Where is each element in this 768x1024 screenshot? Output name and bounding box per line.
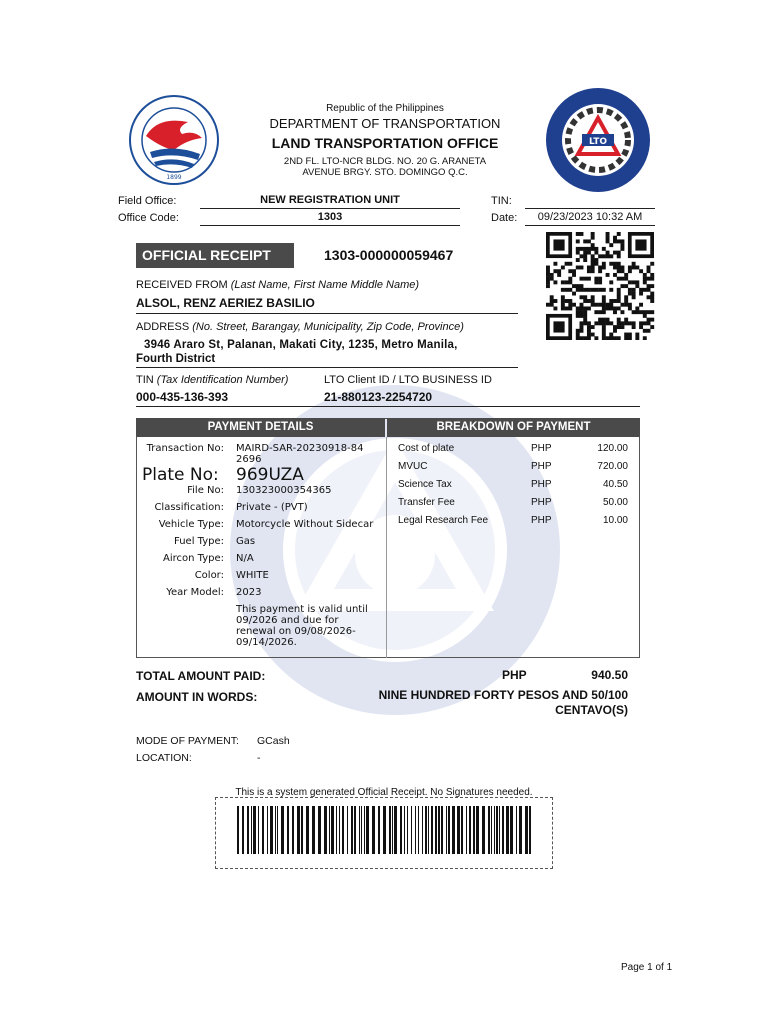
amount-in-words-label: AMOUNT IN WORDS: [136,690,258,704]
breakdown-item-name: Legal Research Fee [398,515,489,526]
breakdown-item-name: Transfer Fee [398,497,455,508]
breakdown-item-name: MVUC [398,461,428,472]
total-currency: PHP [502,668,527,682]
payment-details-content [136,440,386,655]
received-from-label [136,279,419,291]
office-code-underline [200,225,460,226]
dotr-seal-icon [128,94,220,186]
fuel-type-value: Gas [236,536,256,547]
amount-in-words-line2: CENTAVO(S) [555,703,628,717]
amount-in-words-line1: NINE HUNDRED FORTY PESOS AND 50/100 [378,688,628,702]
tin-hint: (Tax Identification Number) [156,374,289,386]
year-model-label: Year Model: [166,587,224,598]
address-label-text: ADDRESS [136,321,190,333]
plate-no-value: 969UZA [236,465,304,485]
file-no-label: File No: [187,485,224,496]
client-id-value: 21-880123-2254720 [324,390,433,404]
tin-underline [136,406,640,407]
republic-label: Republic of the Philippines [326,103,444,114]
page-label: Page [621,962,645,973]
dotr-seal-year: 1899 [166,174,182,181]
classification-label: Classification: [154,502,224,513]
department-label: DEPARTMENT OF TRANSPORTATION [269,116,501,131]
tin-value: 000-435-136-393 [136,390,229,404]
breakdown-item-name: Science Tax [398,479,452,490]
address-hint: (No. Street, Barangay, Municipality, Zip Code, Province) [192,321,464,333]
breakdown-row [398,479,628,495]
color-label: Color: [194,570,224,581]
office-address-line2: AVENUE BRGY. STO. DOMINGO Q.C. [302,167,468,178]
page-indicator [621,962,672,973]
office-address-line1: 2ND FL. LTO-NCR BLDG. NO. 20 G. ARANETA [283,156,487,167]
barcode-icon [235,806,535,854]
date-underline [525,225,655,226]
date-label: Date: [491,212,518,224]
breakdown-item-currency: PHP [531,479,552,490]
classification-value: Private - (PVT) [236,502,308,513]
address-label [136,321,464,333]
breakdown-item-currency: PHP [531,461,552,472]
plate-no-label: Plate No: [142,465,219,485]
address-underline [136,367,518,368]
breakdown-item-currency: PHP [531,515,552,526]
color-value: WHITE [236,570,269,581]
vehicle-type-label: Vehicle Type: [158,519,224,530]
tin-header-underline [525,208,655,209]
fuel-type-label: Fuel Type: [174,536,224,547]
tin-label-text: TIN [136,374,154,386]
breakdown-item-amount: 720.00 [597,461,628,472]
breakdown-item-currency: PHP [531,497,552,508]
year-model-value: 2023 [236,587,262,598]
lto-seal-icon [544,86,652,194]
mode-of-payment-value: GCash [257,735,290,747]
office-code-value: 1303 [317,211,343,223]
page-current: 1 [647,962,653,973]
breakdown-item-amount: 120.00 [597,443,628,454]
field-office-label: Field Office: [118,195,177,207]
field-office-value: NEW REGISTRATION UNIT [260,194,400,206]
office-title: LAND TRANSPORTATION OFFICE [271,135,499,151]
received-from-label-text: RECEIVED FROM [136,279,228,291]
payor-underline [136,313,518,314]
official-receipt-title: OFFICIAL RECEIPT [136,243,294,268]
payment-divider [386,437,387,658]
breakdown-row [398,443,628,459]
payor-name: ALSOL, RENZ AERIEZ BASILIO [136,296,315,310]
transaction-no-value: MAIRD-SAR-20230918-842696 [236,443,364,465]
received-from-hint: (Last Name, First Name Middle Name) [230,279,420,291]
field-office-underline [200,208,460,209]
mode-of-payment-label: MODE OF PAYMENT: [136,735,239,747]
file-no-value: 130323000354365 [236,485,332,496]
breakdown-item-amount: 40.50 [602,479,628,490]
aircon-type-label: Aircon Type: [163,553,224,564]
total-label: TOTAL AMOUNT PAID: [136,669,266,683]
receipt-number: 1303-000000059467 [324,247,454,263]
office-code-label: Office Code: [118,212,179,224]
location-label: LOCATION: [136,752,192,764]
transaction-no-label: Transaction No: [146,443,224,454]
qr-code-icon [544,232,656,340]
system-note: This is a system generated Official Receipt. No Signatures needed. [235,787,533,798]
breakdown-item-currency: PHP [531,443,552,454]
location-value: - [257,752,261,764]
address-line2: Fourth District [136,353,216,365]
breakdown-item-name: Cost of plate [398,443,455,454]
payment-details-title: PAYMENT DETAILS [136,418,385,437]
breakdown-item-amount: 50.00 [602,497,628,508]
date-value: 09/23/2023 10:32 AM [537,211,643,223]
breakdown-item-amount: 10.00 [602,515,628,526]
page-total: of 1 [655,962,673,973]
validity-note: This payment is valid until 09/2026 and due for renewal on 09/08/2026-09/14/2026. [236,604,368,648]
breakdown-title: BREAKDOWN OF PAYMENT [387,418,640,437]
tin-label [136,374,288,386]
breakdown-row [398,497,628,513]
vehicle-type-value: Motorcycle Without Sidecar [236,519,374,530]
lto-seal-center: LTO [588,137,608,147]
client-id-label: LTO Client ID / LTO BUSINESS ID [324,374,492,386]
tin-header-label: TIN: [491,195,512,207]
aircon-type-value: N/A [236,553,254,564]
address-line1: 3946 Araro St, Palanan, Makati City, 1235, Metro Manila, [144,339,458,351]
breakdown-row [398,461,628,477]
breakdown-row [398,515,628,531]
total-value: 940.50 [591,668,628,682]
